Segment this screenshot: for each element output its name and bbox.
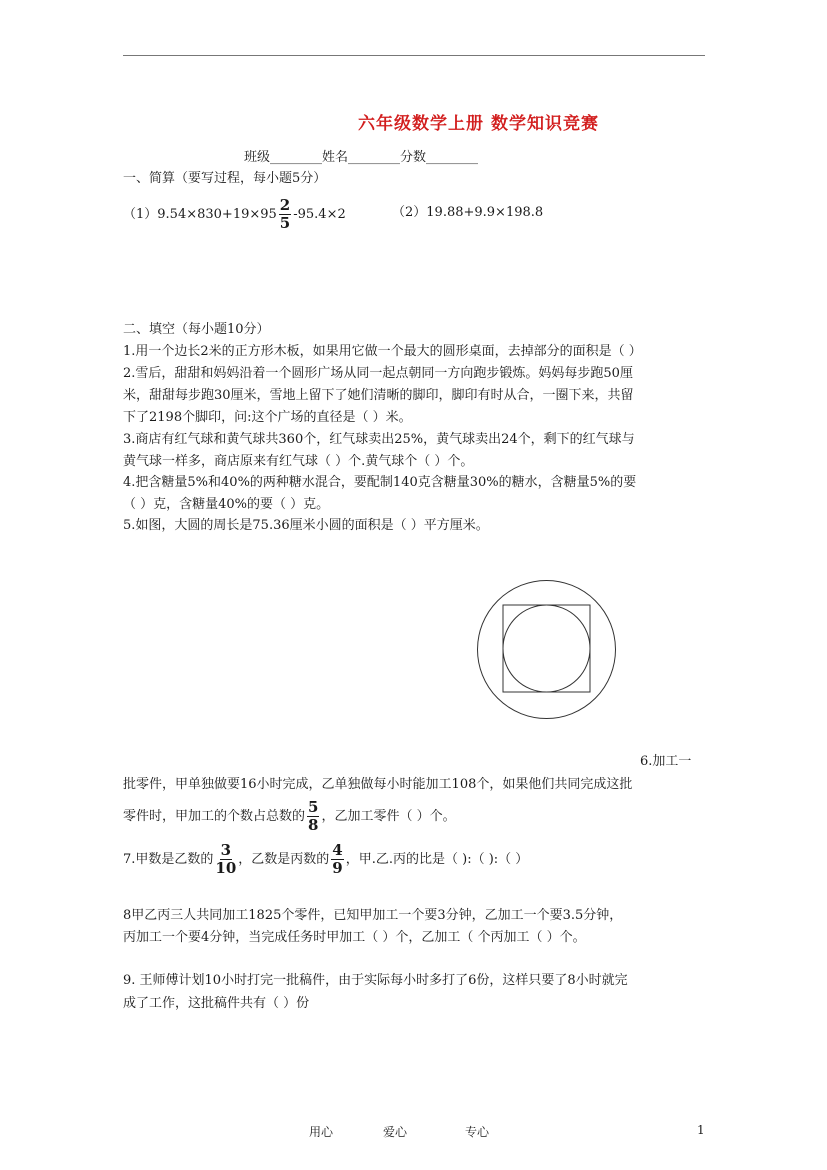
q7-fraction1-numerator: 3 [220, 841, 232, 859]
q6-suffix: ，乙加工零件（ ）个。 [321, 809, 456, 824]
small-circle [503, 605, 590, 692]
q7-fraction1 [215, 843, 236, 876]
q7-fraction2 [331, 843, 343, 876]
section2-question8-line1: 8甲乙丙三人共同加工1825个零件，已知甲加工一个要3分钟，乙加工一个要3.5分钟， [123, 908, 623, 923]
section2-question5: 5.如图，大圆的周长是75.36厘米小圆的面积是（ ）平方厘米。 [123, 518, 489, 533]
q6-fraction [307, 800, 319, 833]
section2-question2-line2: 米，甜甜每步跑30厘米，雪地上留下了她们清晰的脚印，脚印有时从合，一圈下来，共留 [123, 388, 634, 403]
large-circle [478, 581, 616, 719]
section2-question2-line1: 2.雪后，甜甜和妈妈沿着一个圆形广场从同一起点朝同一方向跑步锻炼。妈妈每步跑50厘 [123, 366, 633, 381]
section2-question3-line2: 黄气球一样多，商店原来有红气球（ ）个.黄气球个（ ）个。 [123, 454, 474, 469]
section2-question4-line1: 4.把含糖量5%和40%的两种糖水混合，要配制140克含糖量30%的糖水，含糖量5%的要 [123, 475, 637, 490]
footer-left: 用心 [309, 1125, 334, 1139]
section2-heading: 二、填空（每小题10分） [123, 322, 270, 337]
q6-fraction-denominator: 8 [308, 816, 319, 834]
q7-fraction1-denominator: 10 [215, 859, 237, 877]
section2-question7 [123, 843, 528, 876]
section2-question1: 1.用一个边长2米的正方形木板，如果用它做一个最大的圆形桌面，去掉部分的面积是（ ） [123, 344, 642, 359]
page-number: 1 [697, 1123, 705, 1137]
section2-question9-line2: 成了工作，这批稿件共有（ ）份 [123, 996, 310, 1011]
section2-question6-line1: 6.加工一 [640, 754, 692, 769]
section2-question6-line3 [123, 800, 456, 833]
section2-question9-line1: 9. 王师傅计划10小时打完一批稿件，由于实际每小时多打了6份，这样只要了8小时就完 [123, 973, 628, 988]
section1-heading: 一、简算（要写过程，每小题5分） [123, 171, 327, 186]
section2-question6-line2: 批零件，甲单独做要16小时完成，乙单独做每小时能加工108个，如果他们共同完成这批 [123, 777, 633, 792]
section2-question3-line1: 3.商店有红气球和黄气球共360个，红气球卖出25%，黄气球卖出24个，剩下的红气球与 [123, 432, 635, 447]
q7-fraction2-numerator: 4 [332, 841, 343, 859]
student-info-line: 班级________姓名________分数________ [244, 150, 479, 165]
q7-prefix: 7.甲数是乙数的 [123, 852, 214, 867]
q7-middle: ，乙数是丙数的 [238, 852, 330, 867]
q7-suffix: ，甲.乙.丙的比是（ ):（ ):（ ） [345, 852, 529, 867]
section1-question2: （2）19.88+9.9×198.8 [392, 205, 544, 220]
q1-fraction-denominator: 5 [279, 214, 291, 232]
section2-question4-line2: （ ）克，含糖量40%的要（ ）克。 [123, 497, 330, 512]
q7-fraction2-denominator: 9 [332, 859, 343, 877]
q1-fraction-numerator: 2 [279, 196, 291, 214]
q6-fraction-numerator: 5 [308, 798, 319, 816]
q1-prefix: （1）9.54×830+19×95 [123, 207, 277, 222]
section2-question8-line2: 丙加工一个要4分钟，当完成任务时甲加工（ ）个，乙加工（ 个丙加工（ ）个。 [123, 930, 586, 945]
footer-middle: 爱心 [383, 1125, 408, 1139]
q6-prefix: 零件时，甲加工的个数占总数的 [123, 809, 306, 824]
footer-right: 专心 [465, 1125, 490, 1139]
section2-question2-line3: 下了2198个脚印，问:这个广场的直径是（ ）米。 [123, 410, 412, 425]
q1-suffix: -95.4×2 [293, 207, 346, 222]
page-title: 六年级数学上册 数学知识竞赛 [358, 114, 599, 134]
